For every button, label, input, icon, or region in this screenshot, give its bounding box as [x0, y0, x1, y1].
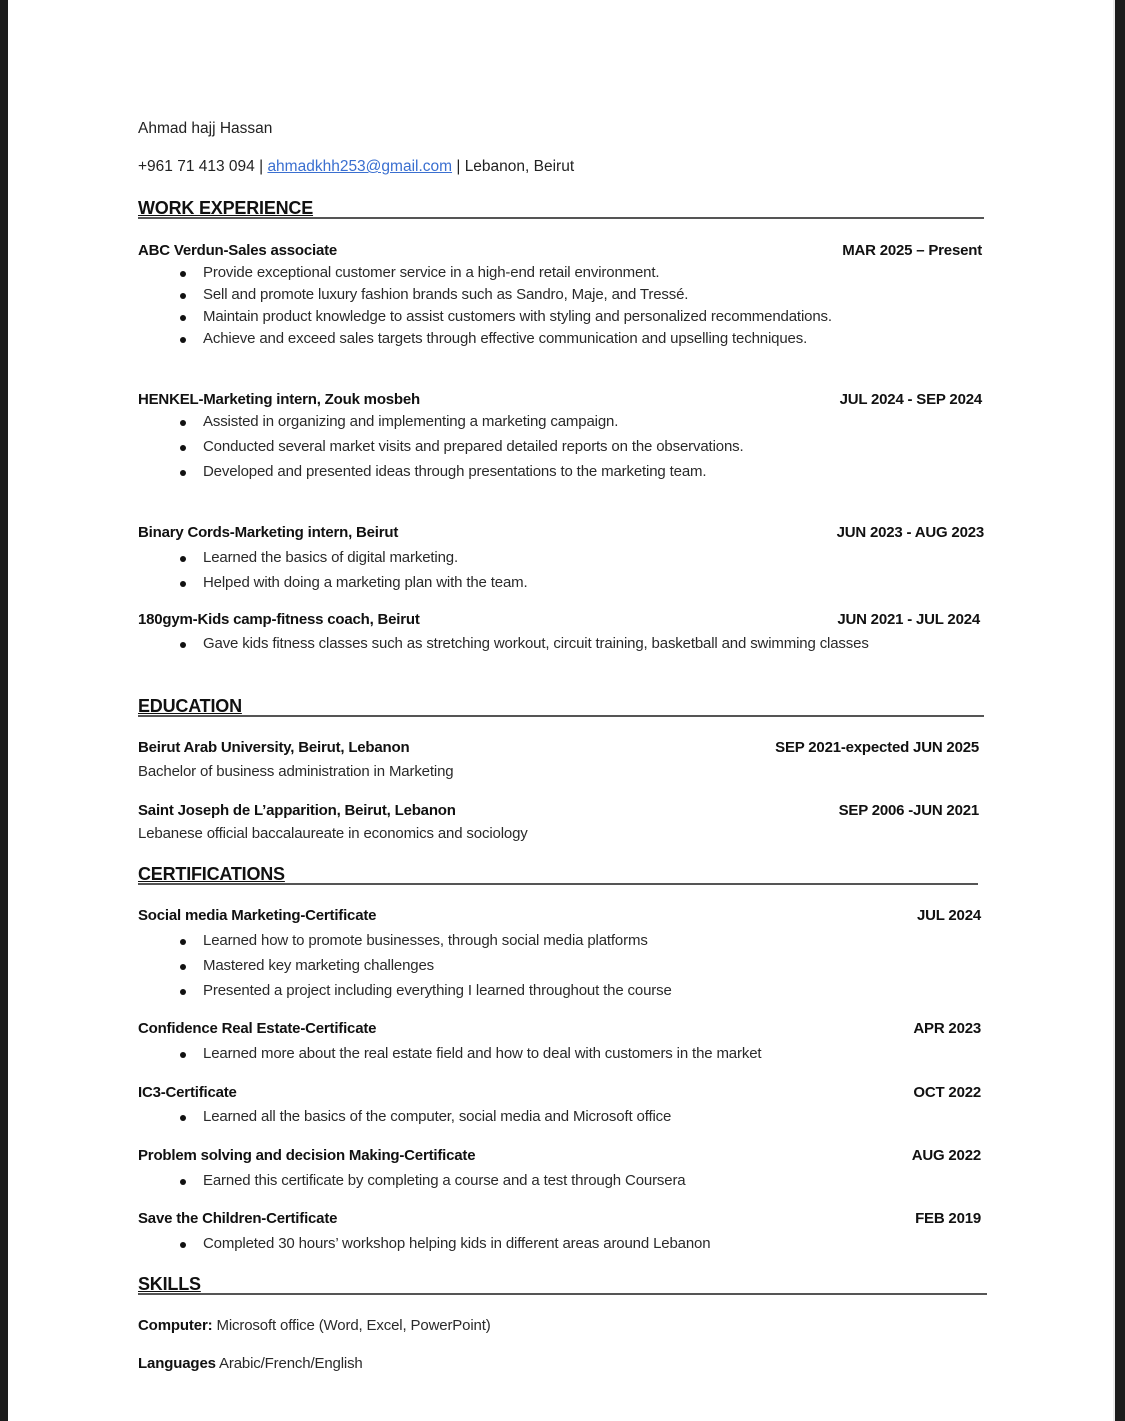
section-title-skills: SKILLS — [138, 1274, 201, 1294]
job-date: JUL 2024 - SEP 2024 — [839, 391, 982, 408]
resume-page: Ahmad hajj Hassan +961 71 413 094 | ahmadkhh253@gmail.com | Lebanon, Beirut WORK EXPERIENCE ABC Verdun-Sales associate MAR 2025 – Present Provide exceptional customer service in a high-end retail environment. Sell and promote luxury fashion brands such as Sandro, Maje, and Tressé. Maintain product knowledge to assist customers with styling and personalized recommendations. Achieve and exceed sales targets through effective communication and upselling techniques. HENKEL-Marketing intern, Zouk mosbeh JUL 2024 - SEP 2024 Assisted in organizing and implementing a marketing campaign. Conducted several market visits and prepared detailed reports on the observations. Developed and presented ideas through presentations to the marketing team. Binary Cords-Marketing intern, Beirut JUN 2023 - AUG 2023 Learned the basics of digital marketing. Helped with doing a marketing plan with the team. 180gym-Kids camp-fitness coach, Beirut JUN 2021 - JUL 2024 Gave kids fitness classes such as stretching workout, circuit training, basketball and swimming classes EDUCATION Beirut Arab University, Beirut, Lebanon SEP 2021-expected JUN 2025 Bachelor of business administration in Marketing Saint Joseph de L’apparition, Beirut, Lebanon SEP 2006 -JUN 2021 Lebanese official baccalaureate in economics and sociology CERTIFICATIONS Social media Marketing-Certificate JUL 2024 Learned how to promote businesses, through social media platforms Mastered key marketing challenges Presented a project including everything I learned throughout the course Confidence Real Estate-Certificate APR 2023 Learned more about the real estate field and how to deal with customers in the market IC3-Certificate OCT 2022 Learned all the basics of the computer, social media and Microsoft office Problem solving and decision Making-Certificate AUG 2022 Earned this certificate by completing a course and a test through Coursera Save the Children-Certificate FEB 2019 Completed 30 hours’ workshop helping kids in different areas around Lebanon SKILLS Computer: Microsoft office (Word, Excel, PowerPoint) Languages Arabic/French/English — [8, 0, 1115, 1421]
bullet-icon — [180, 420, 186, 426]
section-title-certifications: CERTIFICATIONS — [138, 864, 285, 884]
certification-title: IC3-Certificate — [138, 1084, 237, 1101]
skill-computer — [138, 1317, 491, 1334]
job-title: Binary Cords-Marketing intern, Beirut — [138, 524, 399, 541]
bullet-icon — [180, 581, 186, 587]
job-date: MAR 2025 – Present — [842, 242, 982, 259]
email-link[interactable]: ahmadkhh253@gmail.com — [267, 158, 453, 175]
section-divider — [138, 715, 984, 717]
certification-date: JUL 2024 — [916, 907, 981, 924]
bullet-icon — [180, 470, 186, 476]
job-date: JUN 2021 - JUL 2024 — [837, 611, 980, 628]
job-date: JUN 2023 - AUG 2023 — [836, 524, 984, 541]
bullet-icon — [180, 1179, 186, 1185]
job-title: 180gym-Kids camp-fitness coach, Beirut — [138, 611, 420, 628]
certification-title: Save the Children-Certificate — [138, 1210, 338, 1227]
job-title: HENKEL-Marketing intern, Zouk mosbeh — [138, 391, 420, 408]
job-title: ABC Verdun-Sales associate — [138, 242, 338, 259]
bullet-icon — [180, 271, 186, 277]
separator: | — [254, 158, 268, 175]
degree: Lebanese official baccalaureate in economics and sociology — [138, 825, 528, 842]
certification-title: Social media Marketing-Certificate — [138, 907, 377, 924]
certification-title: Confidence Real Estate-Certificate — [138, 1020, 377, 1037]
bullet-icon — [180, 989, 186, 995]
bullet-icon — [180, 642, 186, 648]
location: Lebanon, Beirut — [464, 158, 575, 175]
certification-date: AUG 2022 — [911, 1147, 981, 1164]
bullet-icon — [180, 337, 186, 343]
skill-value: Arabic/French/English — [215, 1355, 363, 1372]
contact-line — [138, 158, 574, 176]
certification-date: OCT 2022 — [913, 1084, 981, 1101]
bullet-icon — [180, 964, 186, 970]
section-divider — [138, 217, 984, 219]
bullet-icon — [180, 1052, 186, 1058]
skill-languages — [138, 1355, 363, 1372]
bullet-icon — [180, 939, 186, 945]
certification-title: Problem solving and decision Making-Certificate — [138, 1147, 476, 1164]
section-divider — [138, 883, 978, 885]
bullet-icon — [180, 315, 186, 321]
bullet-icon — [180, 293, 186, 299]
candidate-name: Ahmad hajj Hassan — [138, 120, 273, 137]
certification-date: FEB 2019 — [915, 1210, 981, 1227]
bullet-icon — [180, 445, 186, 451]
skill-value: Microsoft office (Word, Excel, PowerPoint) — [212, 1317, 491, 1334]
certification-date: APR 2023 — [913, 1020, 981, 1037]
bullet-icon — [180, 556, 186, 562]
education-date: SEP 2006 -JUN 2021 — [838, 802, 979, 819]
skill-label: Languages — [138, 1355, 216, 1372]
skill-label: Computer: — [138, 1317, 213, 1334]
section-title-work-experience: WORK EXPERIENCE — [138, 198, 314, 218]
section-title-education: EDUCATION — [138, 696, 242, 716]
section-divider — [138, 1293, 987, 1295]
bullet-icon — [180, 1115, 186, 1121]
bullet-icon — [180, 1242, 186, 1248]
education-date: SEP 2021-expected JUN 2025 — [775, 739, 979, 756]
degree: Bachelor of business administration in Marketing — [138, 763, 454, 780]
school-name: Saint Joseph de L’apparition, Beirut, Lebanon — [138, 802, 456, 819]
school-name: Beirut Arab University, Beirut, Lebanon — [138, 739, 410, 756]
phone-number: +961 71 413 094 — [138, 158, 255, 175]
separator: | — [452, 158, 465, 175]
